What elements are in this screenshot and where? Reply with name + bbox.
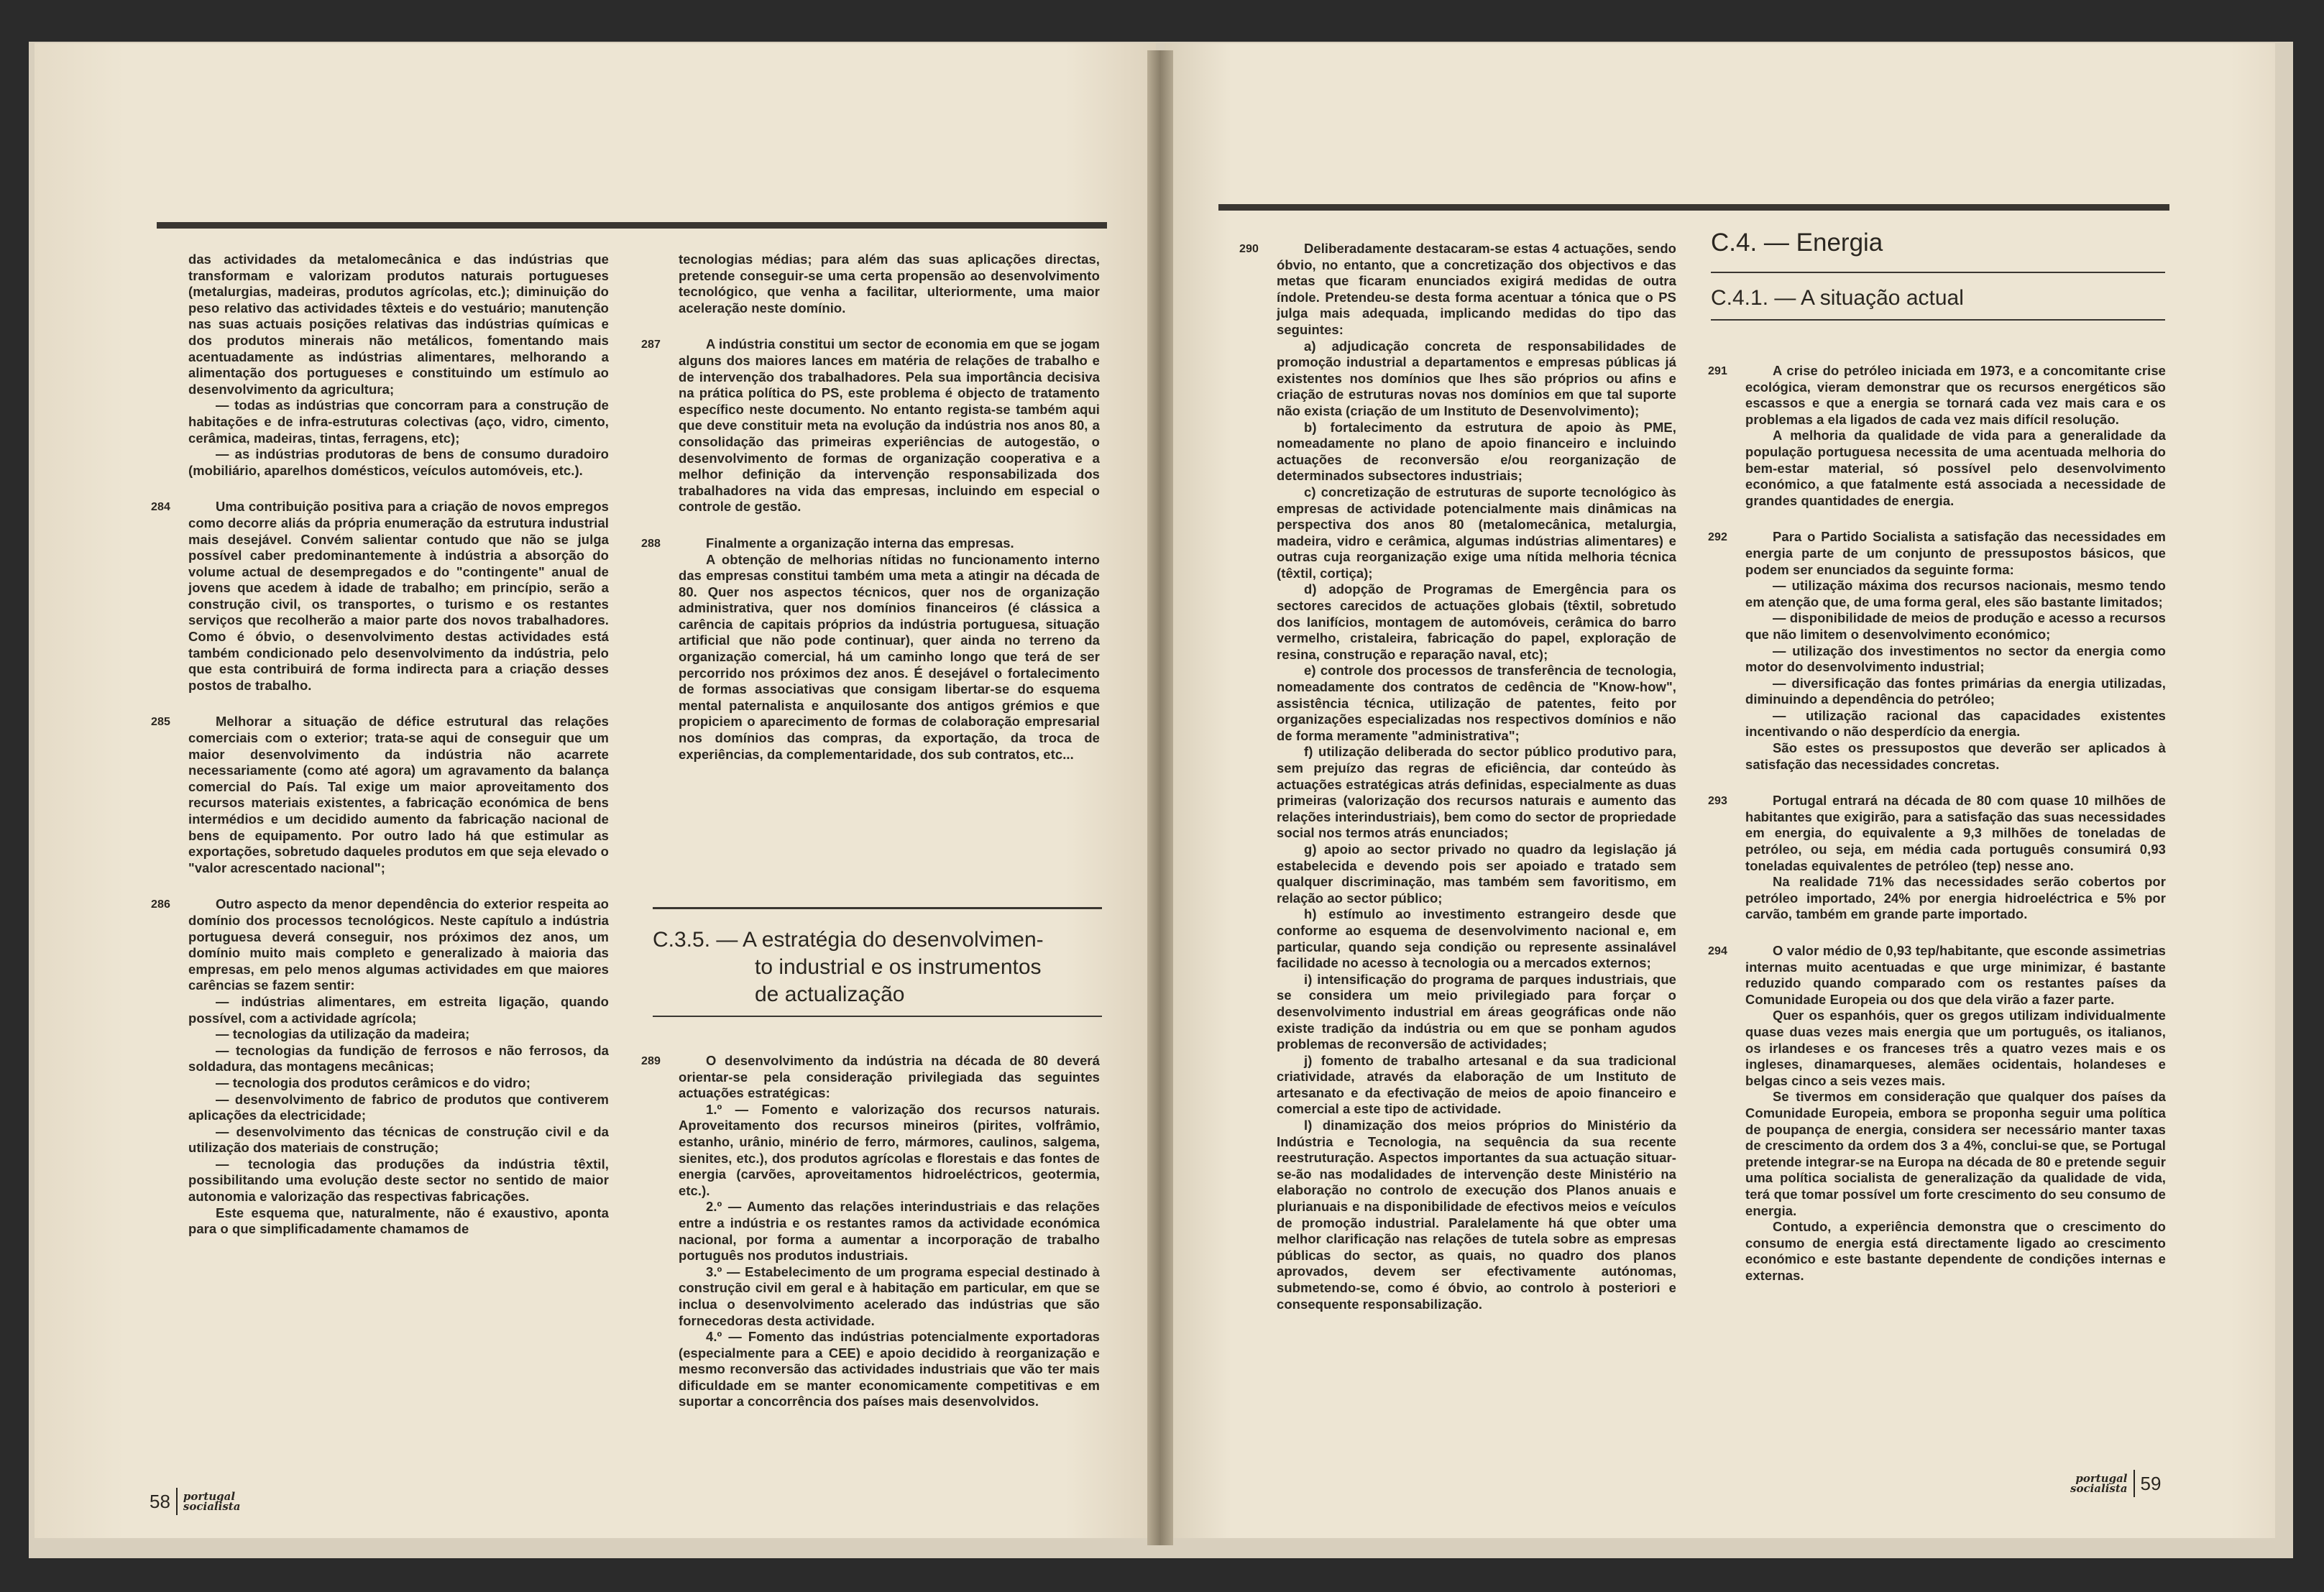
right-footer [2070,1470,2161,1497]
text-line: a) adjudicação concreta de responsabilidades de promoção industrial a departamentos e empresas públicas já existentes nos domínios que lhes são próprios ou afins e criação de estruturas novas nos domínios em que tal suporte não exista (criação de um Instituto de Desenvolvimento); [1277,338,1676,418]
right-top-rule [1218,204,2169,211]
text-line: Para o Partido Socialista a satisfação das necessidades em energia parte de um conjunto de pressupostos básicos, que podem ser enunciados da seguinte forma: [1745,529,2166,577]
text-line: — utilização dos investimentos no sector da energia como motor do desenvolvimento industrial; [1745,643,2166,675]
numbered-paragraph [641,535,1100,763]
text-line: O valor médio de 0,93 tep/habitante, que esconde assimetrias internas muito acentuadas e que urge minimizar, é bastante reduzido quando comparado com os restantes países da Comunidade Europeia ou dos que dela virão a fazer parte. [1745,943,2166,1007]
text-line: i) intensificação do programa de parques industriais, que se considera um meio privilegiado para forçar o desenvolvimento industrial em áreas geográficas onde não existe tradição da indústria ou em que se ponham agudos problemas de reconversão de actividades; [1277,971,1676,1052]
paragraph-number: 292 [1708,531,1727,544]
text-line: — disponibilidade de meios de produção e acesso a recursos que não limitem o desenvolvimento económico; [1745,610,2166,642]
text-line: Se tivermos em consideração que qualquer dos países da Comunidade Europeia, embora se proponha seguir uma política de poupança de energia, considera ser necessário manter taxas de crescimento da ordem dos 3 a 4%, conclui-se que, se Portugal pretende integrar-se na Europa na década de 80 e pretende seguir uma política socialista de generalização da qualidade de vida, terá que tomar possível um forte crescimento do seu consumo de energia. [1745,1089,2166,1218]
continuation-text [679,252,1100,316]
right-logo-line-2: socialista [2070,1482,2128,1495]
text-line: 2.º — Aumento das relações interindustriais e das relações entre a indústria e os restantes ramos da actividade económica nacional, por forma a aumentar a incorporação de trabalho português nos produtos industriais. [679,1199,1100,1264]
numbered-paragraph [151,896,609,1237]
left-page-number: 58 [150,1490,170,1512]
text-line: 3.º — Estabelecimento de um programa especial destinado à construção civil em geral e à habitação em particular, em que se inclua o desenvolvimento acelerado das indústrias que são fornecedoras desta actividade. [679,1264,1100,1328]
text-line: — todas as indústrias que concorram para a construção de habitações e de infra-estruturas colectivas (aço, vidro, cimento, cerâmica, madeiras, tintas, ferragens, etc); [188,397,609,446]
text-line: f) utilização deliberada do sector público produtivo para, sem prejuízo das regras de eficiência, dar conteúdo às actuações estratégicas atrás definidas, especialmente as duas primeiras (valorização dos recursos naturais e aumento das relações interindustriais), bem como do sector de propriedade social nos termos atrás enunciados; [1277,744,1676,841]
section-c4 [1711,229,2165,321]
left-logo-line-1: portugal [183,1490,236,1503]
text-line: das actividades da metalomecânica e das indústrias que transformam e valorizam produtos naturais portugueses (metalurgias, madeiras, produtos agrícolas, etc.); diminuição do peso relativo das actividades têxteis e do vestuário; manutenção nas suas actuais posições relativas das indústrias químicas e dos produtos minerais não metálicos, fomentando mais acentuadamente as indústrias alimentares, melhorando a alimentação dos portugueses e constituindo um estímulo ao desenvolvimento da agricultura; [188,252,609,397]
text-line: A indústria constitui um sector de economia em que se jogam alguns dos maiores lances em matéria de relações de trabalho e de intervenção dos trabalhadores. Pela sua importância decisiva na prática política do PS, este problema é objecto de tratamento específico neste documento. No entanto regista-se também aqui que deve constituir meta na evolução da indústria nos anos 80, a consolidação das primeiras experiências de autogestão, o desenvolvimento de formas de organização cooperativa e a melhor definição da intervenção responsabilizada dos trabalhadores na vida das empresas, incluindo em especial o controle de gestão. [679,336,1100,515]
numbered-paragraph [1708,793,2166,923]
text-line: — tecnologias da utilização da madeira; [216,1026,470,1042]
text-line: Outro aspecto da menor dependência do exterior respeita ao domínio dos processos tecnológicos. Neste capítulo a indústria portuguesa deverá conseguir, nos próximos dez anos, um domínio muito mais completo e generalizado à maioria das empresas, em pelo menos algumas actividades em que maiores carências se fazem sentir: [188,896,609,993]
left-column-2 [641,252,1100,783]
left-footer-logo [183,1491,241,1512]
text-line: São estes os pressupostos que deverão ser aplicados à satisfação das necessidades concretas. [1745,740,2166,772]
paragraph-number: 290 [1239,243,1259,255]
paragraph-number: 291 [1708,365,1727,377]
text-line: Deliberadamente destacaram-se estas 4 actuações, sendo óbvio, no entanto, que a concretização dos objectivos e das metas que ficaram enunciados exigirá medidas de outra índole. Pretendeu-se desta forma acentuar a tónica que o PS julga mais adequada, implicando medidas do tipo das seguintes: [1277,241,1676,337]
numbered-paragraph [1708,363,2166,509]
section-c35-bottom-rule [653,1016,1102,1017]
text-line: Na realidade 71% das necessidades serão cobertos por petróleo importado, 24% por energia hidroeléctrica e 5% por carvão, também em grande parte importado. [1745,874,2166,922]
left-top-rule [157,222,1107,229]
section-c35-heading [653,926,1102,1008]
text-line: c) concretização de estruturas de suporte tecnológico às empresas de actividade potencialmente mais dinâmicas na perspectiva dos anos 80 (metalomecânica, metalurgia, madeira, vidro e cerâmica, algumas indústrias alimentares) e outras cuja reorganização exige uma nítida melhoria técnica (têxtil, cortiça); [1277,484,1676,581]
paragraph-number: 289 [641,1055,661,1067]
section-c35-heading-line-2: to industrial e os instrumentos [755,955,1042,979]
text-line: Uma contribuição positiva para a criação de novos empregos como decorre aliás da própria enumeração da estrutura industrial mais desejável. Convém salientar contudo que não se julga possível caber predominantemente à indústria a absorção do volume actual de desempregados e do "contingente" anual de jovens que acedem à idade de trabalho; em princípio, serão a construção civil, os transportes, o turismo e os restantes serviços que recolherão a maior parte dos novos trabalhadores. Como é óbvio, o desenvolvimento destas actividades está também condicionado pelo desenvolvimento da indústria, pelo que esta contribuirá de forma indirecta para a criação desses postos de trabalho. [188,499,609,693]
right-column-2 [1708,363,2166,1304]
section-c35-heading-line-1: C.3.5. — A estratégia do desenvolvimen- [653,928,1044,952]
left-footer-divider [176,1488,178,1515]
paragraph-number: 288 [641,537,661,550]
right-footer-logo [2070,1473,2128,1494]
text-line: Contudo, a experiência demonstra que o crescimento do consumo de energia está directamente ligado ao crescimento económico e este bastante dependente de condições internas e externas. [1745,1219,2166,1283]
right-column-1 [1239,241,1676,1333]
text-line: Este esquema que, naturalmente, não é exaustivo, aponta para o que simplificadamente chamamos de [188,1205,609,1237]
section-c35 [653,907,1102,1017]
text-line: A crise do petróleo iniciada em 1973, e a concomitante crise ecológica, vieram demonstrar que os recursos energéticos são escassos e que a energia se tornará cada vez mais cara e os problemas a ela ligados de cada vez mais difícil resolução. [1745,363,2166,427]
right-logo-line-1: portugal [2075,1472,2128,1485]
section-c4-heading: C.4. — Energia [1711,229,1883,257]
text-line: — indústrias alimentares, em estreita ligação, quando possível, com a actividade agrícola; [188,993,609,1026]
numbered-paragraph [151,499,609,694]
text-line: e) controle dos processos de transferência de tecnologia, nomeadamente dos contratos de cedência de "Know-how", assistência técnica, utilização de patentes, feito por organizações especializadas nos respectivos domínios e não de forma meramente "administrativa"; [1277,663,1676,743]
continuation-text [188,252,609,479]
text-line: b) fortalecimento da estrutura de apoio às PME, nomeadamente no plano de apoio financeiro e incluindo actuações de reconversão e/ou reorganização de determinados subsectores industriais; [1277,419,1676,484]
numbered-paragraph [641,336,1100,515]
page-gutter [1147,50,1173,1545]
paragraph-number: 284 [151,501,170,514]
right-footer-divider [2134,1470,2135,1497]
text-line: tecnologias médias; para além das suas aplicações directas, pretende conseguir-se uma certa propensão ao desenvolvimento tecnológico, que venha a facilitar, ulteriormente, uma maior aceleração neste domínio. [679,252,1100,316]
text-line: Portugal entrará na década de 80 com quase 10 milhões de habitantes que exigirão, para a satisfação das suas necessidades em energia, do equivalente a 9,3 milhões de toneladas de petróleo, ou seja, em média cada português consumirá 0,93 toneladas equivalentes de petróleo (tep) nesse ano. [1745,793,2166,873]
paragraph-number: 294 [1708,945,1727,957]
section-c41-heading: C.4.1. — A situação actual [1711,286,1964,310]
numbered-paragraph [641,1053,1100,1410]
text-line: Quer os espanhóis, quer os gregos utilizam individualmente quase duas vezes mais energia que um português, os italianos, os irlandeses e os franceses três a quatro vezes mais e os ingleses, dinamarqueses, alemães ocidentais, holandeses e belgas cinco a seis vezes mais. [1745,1008,2166,1088]
text-line: O desenvolvimento da indústria na década de 80 deverá orientar-se pela consideração privilegiada das seguintes actuações estratégicas: [679,1053,1100,1101]
section-c4-rule [1711,272,2165,273]
text-line: j) fomento de trabalho artesanal e da sua tradicional criatividade, através da elaboração de um Instituto de artesanato e da efectivação de meios de apoio financeiro e comercial a este tipo de actividade. [1277,1052,1676,1117]
left-column-2-lower [641,1053,1100,1430]
text-line: d) adopção de Programas de Emergência para os sectores carecidos de actuações globais (têxtil, sobretudo dos lanifícios, montagem de automóveis, cerâmica do barro vermelho, cristaleira, fabricação do papel, exploração de resina, construção e reparação naval, etc); [1277,581,1676,662]
text-line: h) estímulo ao investimento estrangeiro desde que conforme ao esquema de desenvolvimento nacional e, em particular, quando seja condição ou represente assinalável facilidade no acesso à tecnologia ou a mercados externos; [1277,906,1676,971]
paragraph-number: 293 [1708,795,1727,808]
text-line: — tecnologia das produções da indústria têxtil, possibilitando uma evolução deste sector no sentido de maior autonomia e valorização das respectivas fabricações. [188,1156,609,1205]
text-line: — desenvolvimento das técnicas de construção civil e da utilização dos materiais de construção; [188,1123,609,1156]
numbered-paragraph [1708,943,2166,1284]
text-line: — utilização racional das capacidades existentes incentivando o não desperdício da energia. [1745,707,2166,740]
text-line: Melhorar a situação de défice estrutural das relações comerciais com o exterior; trata-se aqui de conseguir que um maior desenvolvimento da indústria não acarrete necessariamente (como até agora) um agravamento da balança comercial do País. Tal exige um maior aproveitamento dos recursos materiais existentes, a fabricação económica de bens intermédios e um decidido aumento da fabricação nacional de bens de equipamento. Por outro lado há que estimular as exportações, sobretudo daqueles produtos em que seja elevado o "valor acrescentado nacional"; [188,714,609,875]
text-line: l) dinamização dos meios próprios do Ministério da Indústria e Tecnologia, na sequência da sua recente reestruturação. Aspectos importantes da sua actuação situar-se-ão nas modalidades de intervenção deste Ministério na elaboração no controlo de execução dos Planos anuais e plurianuais e na disponibilidade de efectivos meios e veículos de promoção industrial. Paralelamente há que obter uma melhor clarificação nas relações de tutela sobre as empresas públicas do sector, as quais, no quadro dos planos aprovados, devem ser efectivamente autónomas, submetendo-se, como é óbvio, ao controlo à posteriori e consequente responsabilização. [1277,1118,1676,1312]
left-column-1 [151,252,609,1258]
section-c41-rule [1711,319,2165,321]
numbered-paragraph [1708,529,2166,773]
numbered-paragraph [151,714,609,876]
text-line: g) apoio ao sector privado no quadro da legislação já estabelecida e devendo pois ser apoiado e tratado sem qualquer discriminação, mas também sem favoritismo, em relação ao sector público; [1277,841,1676,906]
text-line: — diversificação das fontes primárias da energia utilizadas, diminuindo a dependência do petróleo; [1745,675,2166,707]
paragraph-number: 285 [151,716,170,729]
text-line: 1.º — Fomento e valorização dos recursos naturais. Aproveitamento dos recursos mineiros (pirites, volfrâmio, estanho, urânio, minério de ferro, mármores, caulinos, salgema, sienites, etc.), dos produtos agrícolas e florestais e das fontes de energia (carvões, aproveitamentos hidroeléctricos, geotermia, etc.). [679,1101,1100,1198]
left-logo-line-2: socialista [183,1500,241,1513]
text-line: 4.º — Fomento das indústrias potencialmente exportadoras (especialmente para a CEE) e apoio decidido à reorganização e mesmo reconversão das actividades industriais que vão ter mais dificuldade em se manter economicamente competitivas e em suportar a concorrência dos países mais desenvolvidos. [679,1329,1100,1409]
left-footer [150,1488,240,1515]
text-line: — tecnologias da fundição de ferrosos e não ferrosos, da soldadura, das montagens mecânicas; [188,1042,609,1075]
text-line: — tecnologia dos produtos cerâmicos e do vidro; [216,1075,531,1090]
text-line: — desenvolvimento de fabrico de produtos que contiverem aplicações da electricidade; [188,1091,609,1123]
paragraph-number: 286 [151,898,170,911]
text-line: Finalmente a organização interna das empresas. [706,535,1014,551]
text-line: A obtenção de melhorias nítidas no funcionamento interno das empresas constitui também uma meta a atingir na década de 80. Quer nos aspectos técnicos, quer nos de organização administrativa, quer nos domínios financeiros (é clássica a carência de capitais próprios da indústria portuguesa, situação artificial que não pode continuar), quer ainda no terreno da organização comercial, há um caminho longo que terá de ser percorrido nos próximos dez anos. É desejável o fortalecimento de formas associativas que consigam libertar-se do esquema mental paternalista e anquilosante dos antigos grémios e que propiciem o aparecimento de formas de colaboração empresarial nos domínios das compras, da exportação, da troca de experiências, da complementaridade, dos sub contratos, etc... [679,551,1100,762]
right-page-number: 59 [2140,1472,2162,1494]
section-c35-heading-line-3: de actualização [755,983,905,1006]
text-line: — as indústrias produtoras de bens de consumo duradoiro (mobiliário, aparelhos domésticos, veículos automóveis, etc.). [188,446,609,478]
text-line: A melhoria da qualidade de vida para a generalidade da população portuguesa necessita de uma acentuada melhoria do bem-estar material, só possível pelo desenvolvimento económico, a que fatalmente está associada a necessidade de grandes quantidades de energia. [1745,428,2166,508]
paragraph-number: 287 [641,339,661,351]
text-line: — utilização máxima dos recursos nacionais, mesmo tendo em atenção que, de uma forma geral, eles são bastante limitados; [1745,578,2166,609]
numbered-paragraph [1239,241,1676,1312]
